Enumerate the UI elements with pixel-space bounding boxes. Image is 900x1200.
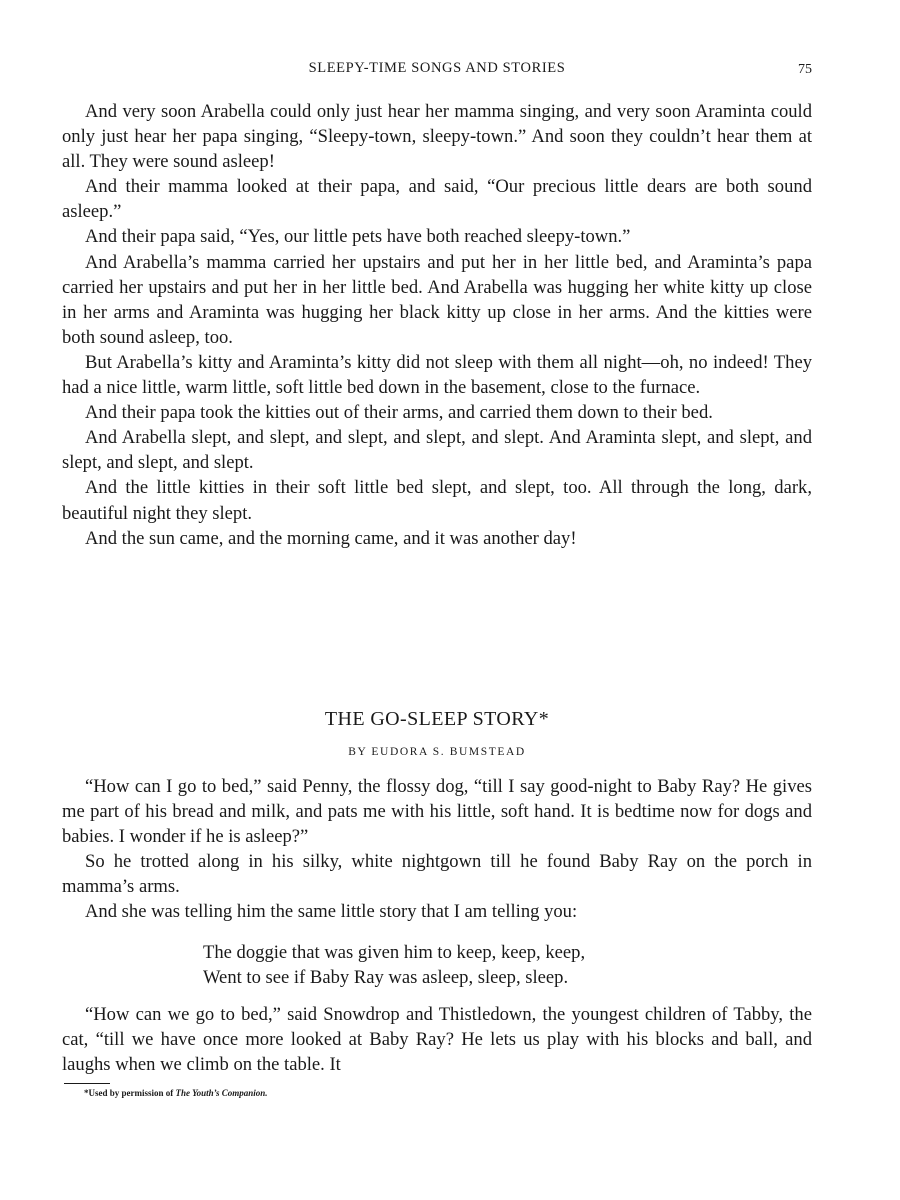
paragraph: And Arabella slept, and slept, and slept, and slept, and slept. And Araminta slept, and slept, and slept, and slept, and slept. [62, 427, 812, 474]
paragraph: “How can we go to bed,” said Snowdrop and Thistledown, the youngest children of Tabby, the cat, “till we have once more looked at Baby Ray? He lets us play with his blocks and ball, and laughs when we climb on the table. It [62, 1004, 812, 1076]
paragraph: And their papa took the kitties out of their arms, and carried them down to their bed. [85, 402, 713, 424]
go-sleep-story-continuation [62, 1002, 812, 1077]
story-continuation [62, 99, 812, 551]
verse [203, 940, 763, 990]
paragraph: So he trotted along in his silky, white nightgown till he found Baby Ray on the porch in mamma’s arms. [62, 851, 812, 898]
paragraph: But Arabella’s kitty and Araminta’s kitty did not sleep with them all night—oh, no indeed! They had a nice little, warm little, soft little bed down in the basement, close to the furnace. [62, 351, 812, 399]
paragraph: “How can I go to bed,” said Penny, the flossy dog, “till I say good-night to Baby Ray? He gives me part of his bread and milk, and pats me with his little, soft hand. It is bedtime now for dogs and babies. I wonder if he is asleep?” [62, 776, 812, 848]
paragraph: And she was telling him the same little story that I am telling you: [85, 901, 578, 923]
paragraph: And the little kitties in their soft little bed slept, and slept, too. All through the long, dark, beautiful night they slept. [62, 477, 812, 524]
page-number: 75 [798, 62, 812, 77]
paragraph: And their papa said, “Yes, our little pets have both reached sleepy-town.” [85, 226, 631, 248]
verse-line: The doggie that was given him to keep, keep, keep, [203, 942, 586, 963]
verse-line: Went to see if Baby Ray was asleep, sleep, sleep. [203, 967, 569, 989]
footnote-text: *Used by permission of [84, 1088, 174, 1098]
story-byline: BY EUDORA S. BUMSTEAD [348, 746, 526, 758]
footnote-rule [64, 1083, 110, 1084]
story-title: THE GO-SLEEP STORY* [324, 708, 550, 730]
footnote-source: The Youth’s Companion. [175, 1088, 268, 1098]
running-title: SLEEPY-TIME SONGS AND STORIES [308, 60, 566, 76]
paragraph: And the sun came, and the morning came, and it was another day! [85, 527, 577, 549]
running-head [62, 60, 812, 80]
paragraph: And Arabella’s mamma carried her upstairs and put her in her little bed, and Araminta’s papa carried her upstairs and put her in her little bed. And Arabella was hugging her white kitty up close in her arms and Araminta was hugging her black kitty up close in her arms. And the kitties were both sound asleep, too. [62, 251, 812, 348]
footnote [84, 1088, 267, 1098]
paragraph: And very soon Arabella could only just hear her mamma singing, and very soon Araminta could only just hear her papa singing, “Sleepy-town, sleepy-town.” And soon they couldn’t hear them at all. They were sound asleep! [62, 101, 812, 173]
paragraph: And their mamma looked at their papa, and said, “Our precious little dears are both sound asleep.” [62, 176, 812, 223]
go-sleep-story-opening [62, 774, 812, 925]
